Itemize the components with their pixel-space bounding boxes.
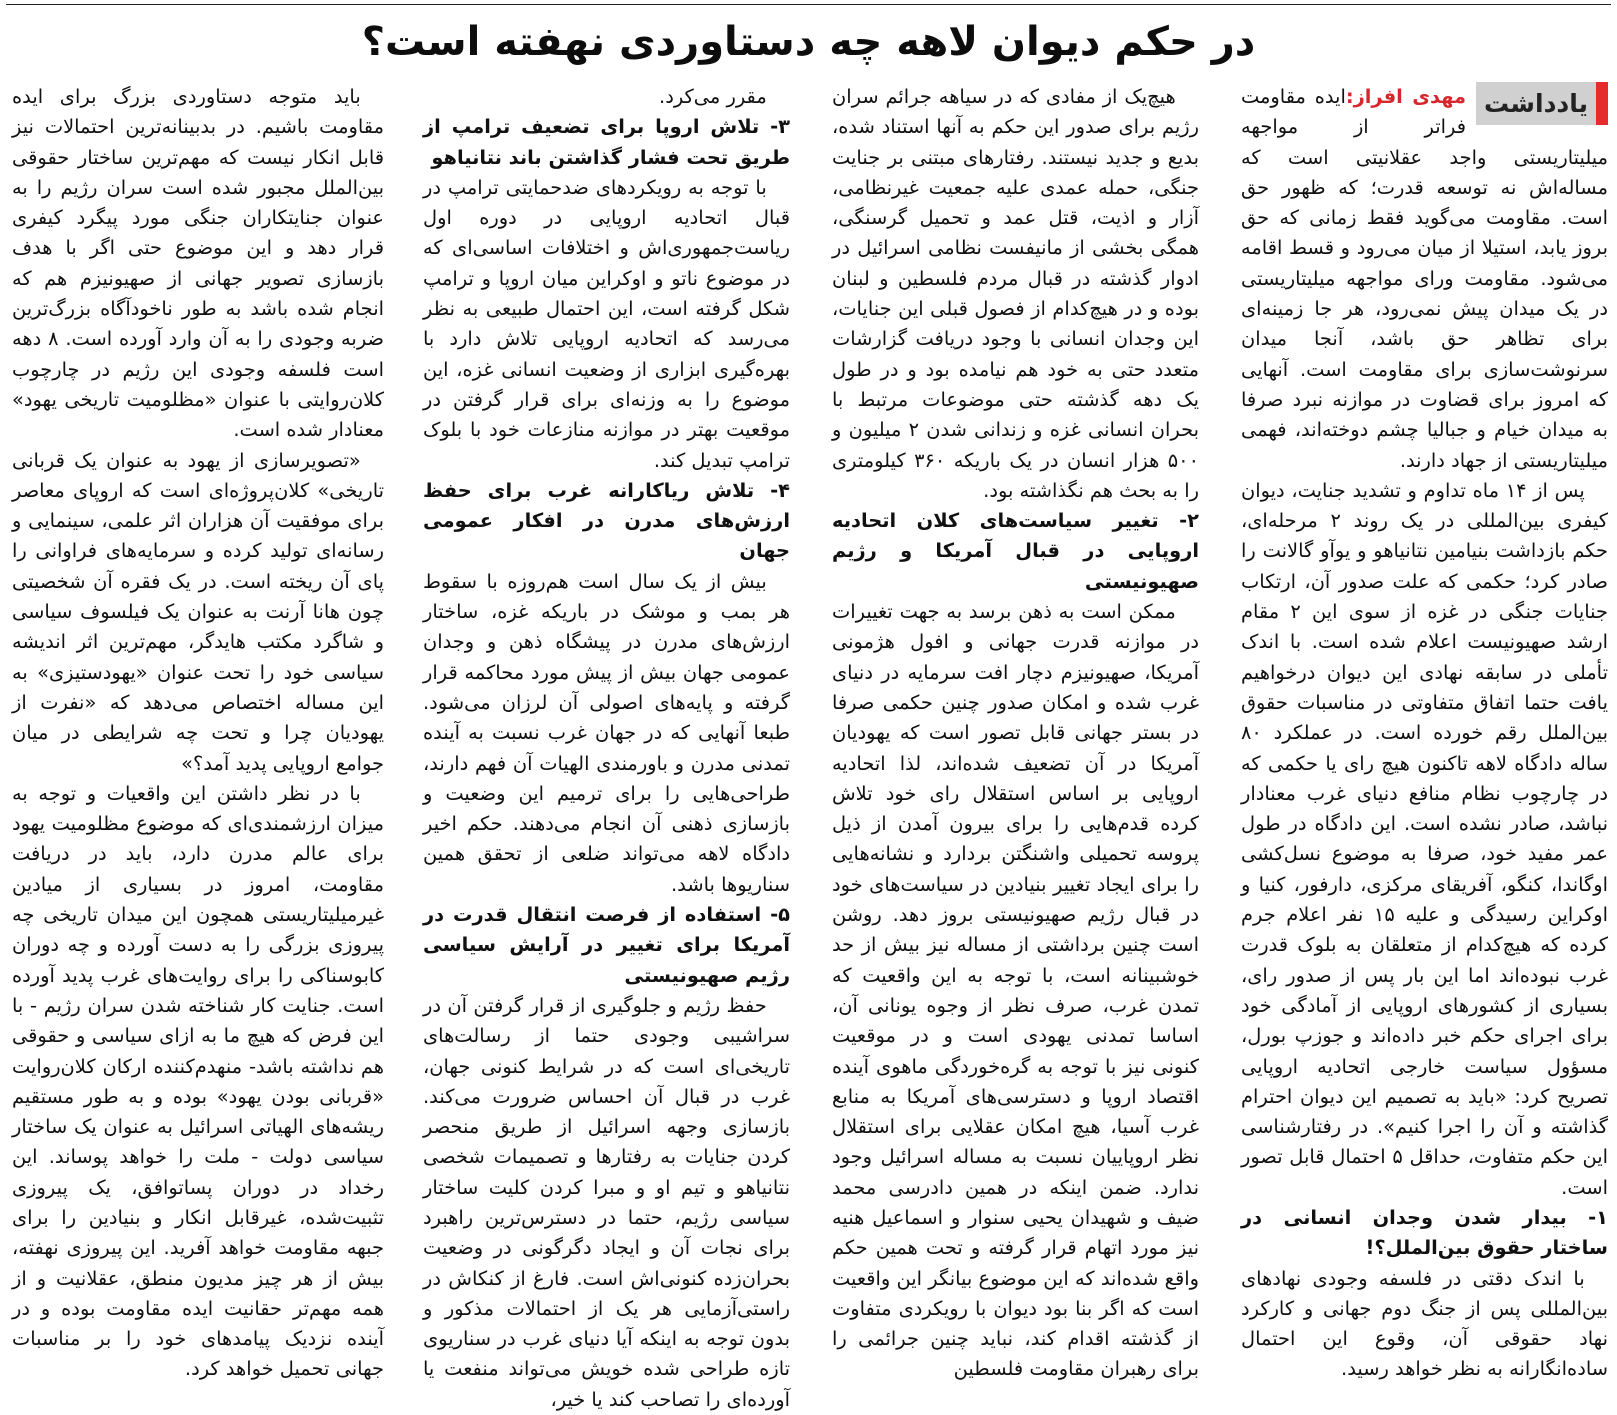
kicker-label: یادداشت [1476,82,1596,125]
section-heading: ۱- بیدار شدن وجدان انسانی در ساختار حقوق بین‌الملل؟! [1241,1205,1608,1260]
paragraph: با در نظر داشتن این واقعیات و توجه به میزان ارزشمندی‌ای که موضوع مظلومیت یهود برای عالم مدرن دارد، باید در دریافت مقاومت، امروز در بسیاری از میادین غیرمیلیتاریستی همچون این میدان تاریخی چه پیروزی بزرگی را به دست آورده و چه دوران کابوسناکی را برای روایت‌های غرب پدید آورده است. جنایت کار شناخته شدن سران رژیم - با این فرض که هیچ ما به ازای سیاسی و حقوقی هم نداشته باشد- منهدم‌کننده ارکان کلان‌روایت «قربانی بودن یهود» بوده و به طور مستقیم ریشه‌های الهیاتی اسرائیل به عنوان یک ساختار سیاسی دولت - ملت را خواهد پوساند. این رخداد در دوران پساتوافق، یک پیروزی تثبیت‌شده، غیرقابل انکار و بنیادین را برای جبهه مقاومت خواهد آفرید. این پیروزی نهفته، بیش از هر چیز مدیون منطق، عقلانیت و از همه مهم‌تر حقانیت ایده مقاومت بوده و در آینده نزدیک پیامدهای خود را بر مناسبات جهانی تحمیل خواهد کرد. [12,781,384,1381]
paragraph: مقرر می‌کرد. [659,85,767,108]
paragraph: با اندک دقتی در فلسفه وجودی نهادهای بین‌المللی پس از جنگ دوم جهانی و کارکرد نهاد حقوقی آن، وقوع این احتمال ساده‌انگارانه به نظر خواهد رسید. [1241,1266,1608,1381]
paragraph: بیش از یک سال است هم‌روزه با سقوط هر بمب و موشک در باریکه غزه، ساختار ارزش‌های مدرن در پیشگاه ذهن و وجدان عمومی جهان بیش از پیش مورد محاکمه قرار گرفته و پایه‌های اصولی آن لرزان می‌شود. طبعا آنهایی که در جهان غرب نسبت به آینده تمدنی مدرن و باورمندی الهیات آن فهم دارند، طراحی‌هایی را برای ترمیم این وضعیت و بازسازی ذهنی آن انجام می‌دهند. حکم اخیر دادگاه لاهه می‌تواند ضلعی از تحقق همین سناریوها باشد. [423,569,790,896]
paragraph: «تصویرسازی از یهود به عنوان یک قربانی تاریخی» کلان‌پروژه‌ای است که اروپای معاصر برای موفقیت آن هزاران اثر علمی، سینمایی و رسانه‌ای تولید کرده و سرمایه‌های فراوانی را پای آن ریخته است. در یک فقره آن شخصیتی چون هانا آرنت به عنوان یک فیلسوف سیاسی و شاگرد مکتب هایدگر، مهم‌ترین اثر اندیشه سیاسی خود را تحت عنوان «یهودستیزی» به این مساله اختصاص می‌دهد که «نفرت از یهودیان چرا و تحت چه شرایطی در میان جوامع اروپایی پدید آمد؟» [12,448,384,775]
paragraph: حفظ رژیم و جلوگیری از قرار گرفتن آن در سراشیبی وجودی حتما از رسالت‌های تاریخی‌ای است که در شرایط کنونی جهان، غرب در قبال آن احساس ضرورت می‌کند. بازسازی وجهه اسرائیل از طریق منحصر کردن جنایات به رفتارها و تصمیمات شخصی نتانیاهو و تیم او و مبرا کردن کلیت ساختار سیاسی رژیم، حتما در دسترس‌ترین راهبرد برای نجات آن و ایجاد دگرگونی در وضعیت بحران‌زده کنونی‌اش است. فارغ از کنکاش در راستی‌آزمایی هر یک از احتمالات مذکور و بدون توجه به اینکه آیا دنیای غرب در سناریوی تازه طراحی شده خویش می‌تواند منفعت یا آورده‌ای را تصاحب کند یا خیر، [423,993,790,1411]
column-1 [1241,82,1609,1381]
paragraph: باید متوجه دستاوردی بزرگ برای ایده مقاومت باشیم. در بدبینانه‌ترین احتمالات نیز قابل انکار نیست که مهم‌ترین ساختار حقوقی بین‌الملل مجبور شده است سران رژیم را به عنوان جنایتکاران جنگی مورد پیگرد کیفری قرار دهد و این موضوع حتی اگر با هدف بازسازی تصویر جهانی از صهیونیزم هم که انجام شده باشد به طور ناخودآگاه بزرگ‌ترین ضربه وجودی را به آن وارد آورده است. ۸ دهه است فلسفه وجودی این رژیم در چارچوب کلان‌روایتی با عنوان «مظلومیت تاریخی یهود» معنادار شده است. [12,85,384,442]
column-body [12,82,384,1385]
column-3 [423,82,790,1411]
paragraph-text: ایده مقاومت فراتر از مواجهه میلیتاریستی واجد عقلانیتی است که مساله‌اش نه توسعه قدرت؛ که ظهور حق است. مقاومت می‌گوید فقط زمانی که حق بروز یابد، استیلا از میان می‌رود و قسط اقامه می‌شود. مقاومت ورای مواجهه میلیتاریستی در یک میدان پیش نمی‌رود، هر جا زمینه‌ای برای تظاهر حق باشد، آنجا میدان سرنوشت‌سازی برای مقاومت است. آنهایی که امروز برای قضاوت در موازنه نبرد صرفا به میدان خیام و جبالیا چشم دوخته‌اند، فهمی میلیتاریستی از جهاد دارند. [1241,85,1608,472]
paragraph [1241,82,1608,476]
column-body [423,82,790,1415]
kicker-red-bar [1596,82,1608,125]
headline: در حکم دیوان لاهه چه دستاوردی نهفته است؟ [361,19,1256,65]
paragraph: ممکن است به ذهن برسد به جهت تغییرات در موازنه قدرت جهانی و افول هژمونی آمریکا، صهیونیزم دچار افت سرمایه در دنیای غرب شده و امکان صدور چنین حکمی صرفا در بستر جهانی قابل تصور است که یهودیان آمریکا در آن تضعیف شده‌اند، لذا اتحادیه اروپایی بر اساس استقلال رای خود تلاش کرده قدم‌هایی را برای بیرون آمدن از ذیل پروسه تحمیلی واشنگتن بردارد و نشانه‌هایی را برای ایجاد تغییر بنیادین در سیاست‌های خود در قبال رژیم صهیونیستی بروز دهد. روشن است چنین برداشتی از مساله نیز بیش از حد خوشبینانه است، با توجه به این واقعیت که تمدن غرب، صرف نظر از وجوه یونانی آن، اساسا تمدنی یهودی است و در موقعیت کنونی نیز با توجه به گره‌خوردگی ماهوی آینده اقتصاد اروپا و دسترسی‌های آمریکا به منابع غرب آسیا، هیچ امکان عقلایی برای استقلال نظر اروپاییان نسبت به مساله اسرائیل وجود ندارد. ضمن اینکه در همین دادرسی محمد ضیف و شهیدان یحیی سنوار و اسماعیل هنیه نیز مورد اتهام قرار گرفته و تحت همین حکم واقع شده‌اند که این موضوع بیانگر این واقعیت است که اگر بنا بود دیوان با رویکردی متفاوت از گذشته اقدام کند، نباید چنین جرائمی را برای رهبران مقاومت فلسطین [832,600,1199,1381]
paragraph: با توجه به رویکردهای ضدحمایتی ترامپ در قبال اتحادیه اروپایی در دوره اول ریاست‌جمهوری‌اش و اختلافات اساسی‌ای که در موضوع ناتو و اوکراین میان اروپا و ترامپ شکل گرفته است، این احتمال طبیعی به نظر می‌رسد که اتحادیه اروپایی تلاش دارد با بهره‌گیری ابزاری از وضعیت انسانی غزه، این موضوع را به وزنه‌ای برای قرار گرفتن در موقعیت بهتر در موازنه منازعات خود با بلوک ترامپ تبدیل کند. [423,175,790,472]
column-body [832,82,1199,1385]
section-heading: ۳- تلاش اروپا برای تضعیف ترامپ از طریق تحت فشار گذاشتن باند نتانیاهو [423,115,790,169]
paragraph: پس از ۱۴ ماه تداوم و تشدید جنایت، دیوان کیفری بین‌المللی در یک روند ۲ مرحله‌ای، حکم بازداشت بنیامین نتانیاهو و یوآو گالانت را صادر کرد؛ حکمی که علت صدور آن، ارتکاب جنایات جنگی در غزه از سوی این ۲ مقام ارشد صهیونیست اعلام شده است. با اندک تأملی در سابقه نهادی این دیوان درخواهیم یافت حتما اتفاق متفاوتی در مناسبات حقوق بین‌الملل رقم خورده است. در عملکرد ۸۰ ساله دادگاه لاهه تاکنون هیچ رای یا حکمی که در چارچوب نظام منافع دنیای غرب معنادار نباشد، صادر نشده است. این دادگاه در طول عمر مفید خود، صرفا به موضوع نسل‌کشی اوگاندا، کنگو، آفریقای مرکزی، دارفور، کنیا و اوکراین رسیدگی و علیه ۱۵ نفر اعلام جرم کرده که هیچ‌کدام از متعلقان به بلوک قدرت غرب نبوده‌اند اما این بار پس از صدور رای، بسیاری از کشورهای اروپایی از آمادگی خود برای اجرای حکم خبر داده‌اند و جوزپ بورل، مسؤول سیاست خارجی اتحادیه اروپایی تصریح کرد: «باید به تصمیم این دیوان احترام گذاشته و آن را اجرا کنیم». در رفتارشناسی این حکم متفاوت، حداقل ۵ احتمال قابل تصور است. [1241,478,1609,1199]
section-heading: ۲- تغییر سیاست‌های کلان اتحادیه اروپایی در قبال آمریکا و رژیم صهیونیستی [832,509,1199,593]
section-heading: ۴- تلاش ریاکارانه غرب برای حفظ ارزش‌های مدرن در افکار عمومی جهان [423,478,790,563]
top-rule [6,4,1611,5]
author-byline: مهدی افراز: [1345,85,1466,108]
column-4 [12,82,384,1381]
column-2 [832,82,1199,1381]
kicker-box [1476,82,1608,125]
paragraph: هیچ‌یک از مفادی که در سیاهه جرائم سران رژیم برای صدور این حکم به آنها استناد شده، بدیع و جدید نیستند. رفتارهای مبتنی بر جنایت جنگی، حمله عمدی علیه جمعیت غیرنظامی، آزار و اذیت، قتل عمد و تحمیل گرسنگی، همگی بخشی از مانیفست نظامی اسرائیل در ادوار گذشته در قبال مردم فلسطین و لبنان بوده و در هیچ‌کدام از فصول قبلی این جنایات، این وجدان انسانی با وجود دریافت گزارشات متعدد حتی به خود هم نیامده بود و در طول یک دهه گذشته حتی موضوعات مرتبط با بحران انسانی غزه و زندانی شدن ۲ میلیون و ۵۰۰ هزار انسان در یک باریکه ۳۶۰ کیلومتری را به بحث هم نگذاشته بود. [832,85,1199,502]
column-body [1241,82,1608,1385]
section-heading: ۵- استفاده از فرصت انتقال قدرت در آمریکا برای تغییر در آرایش سیاسی رژیم صهیونیستی [423,903,790,987]
